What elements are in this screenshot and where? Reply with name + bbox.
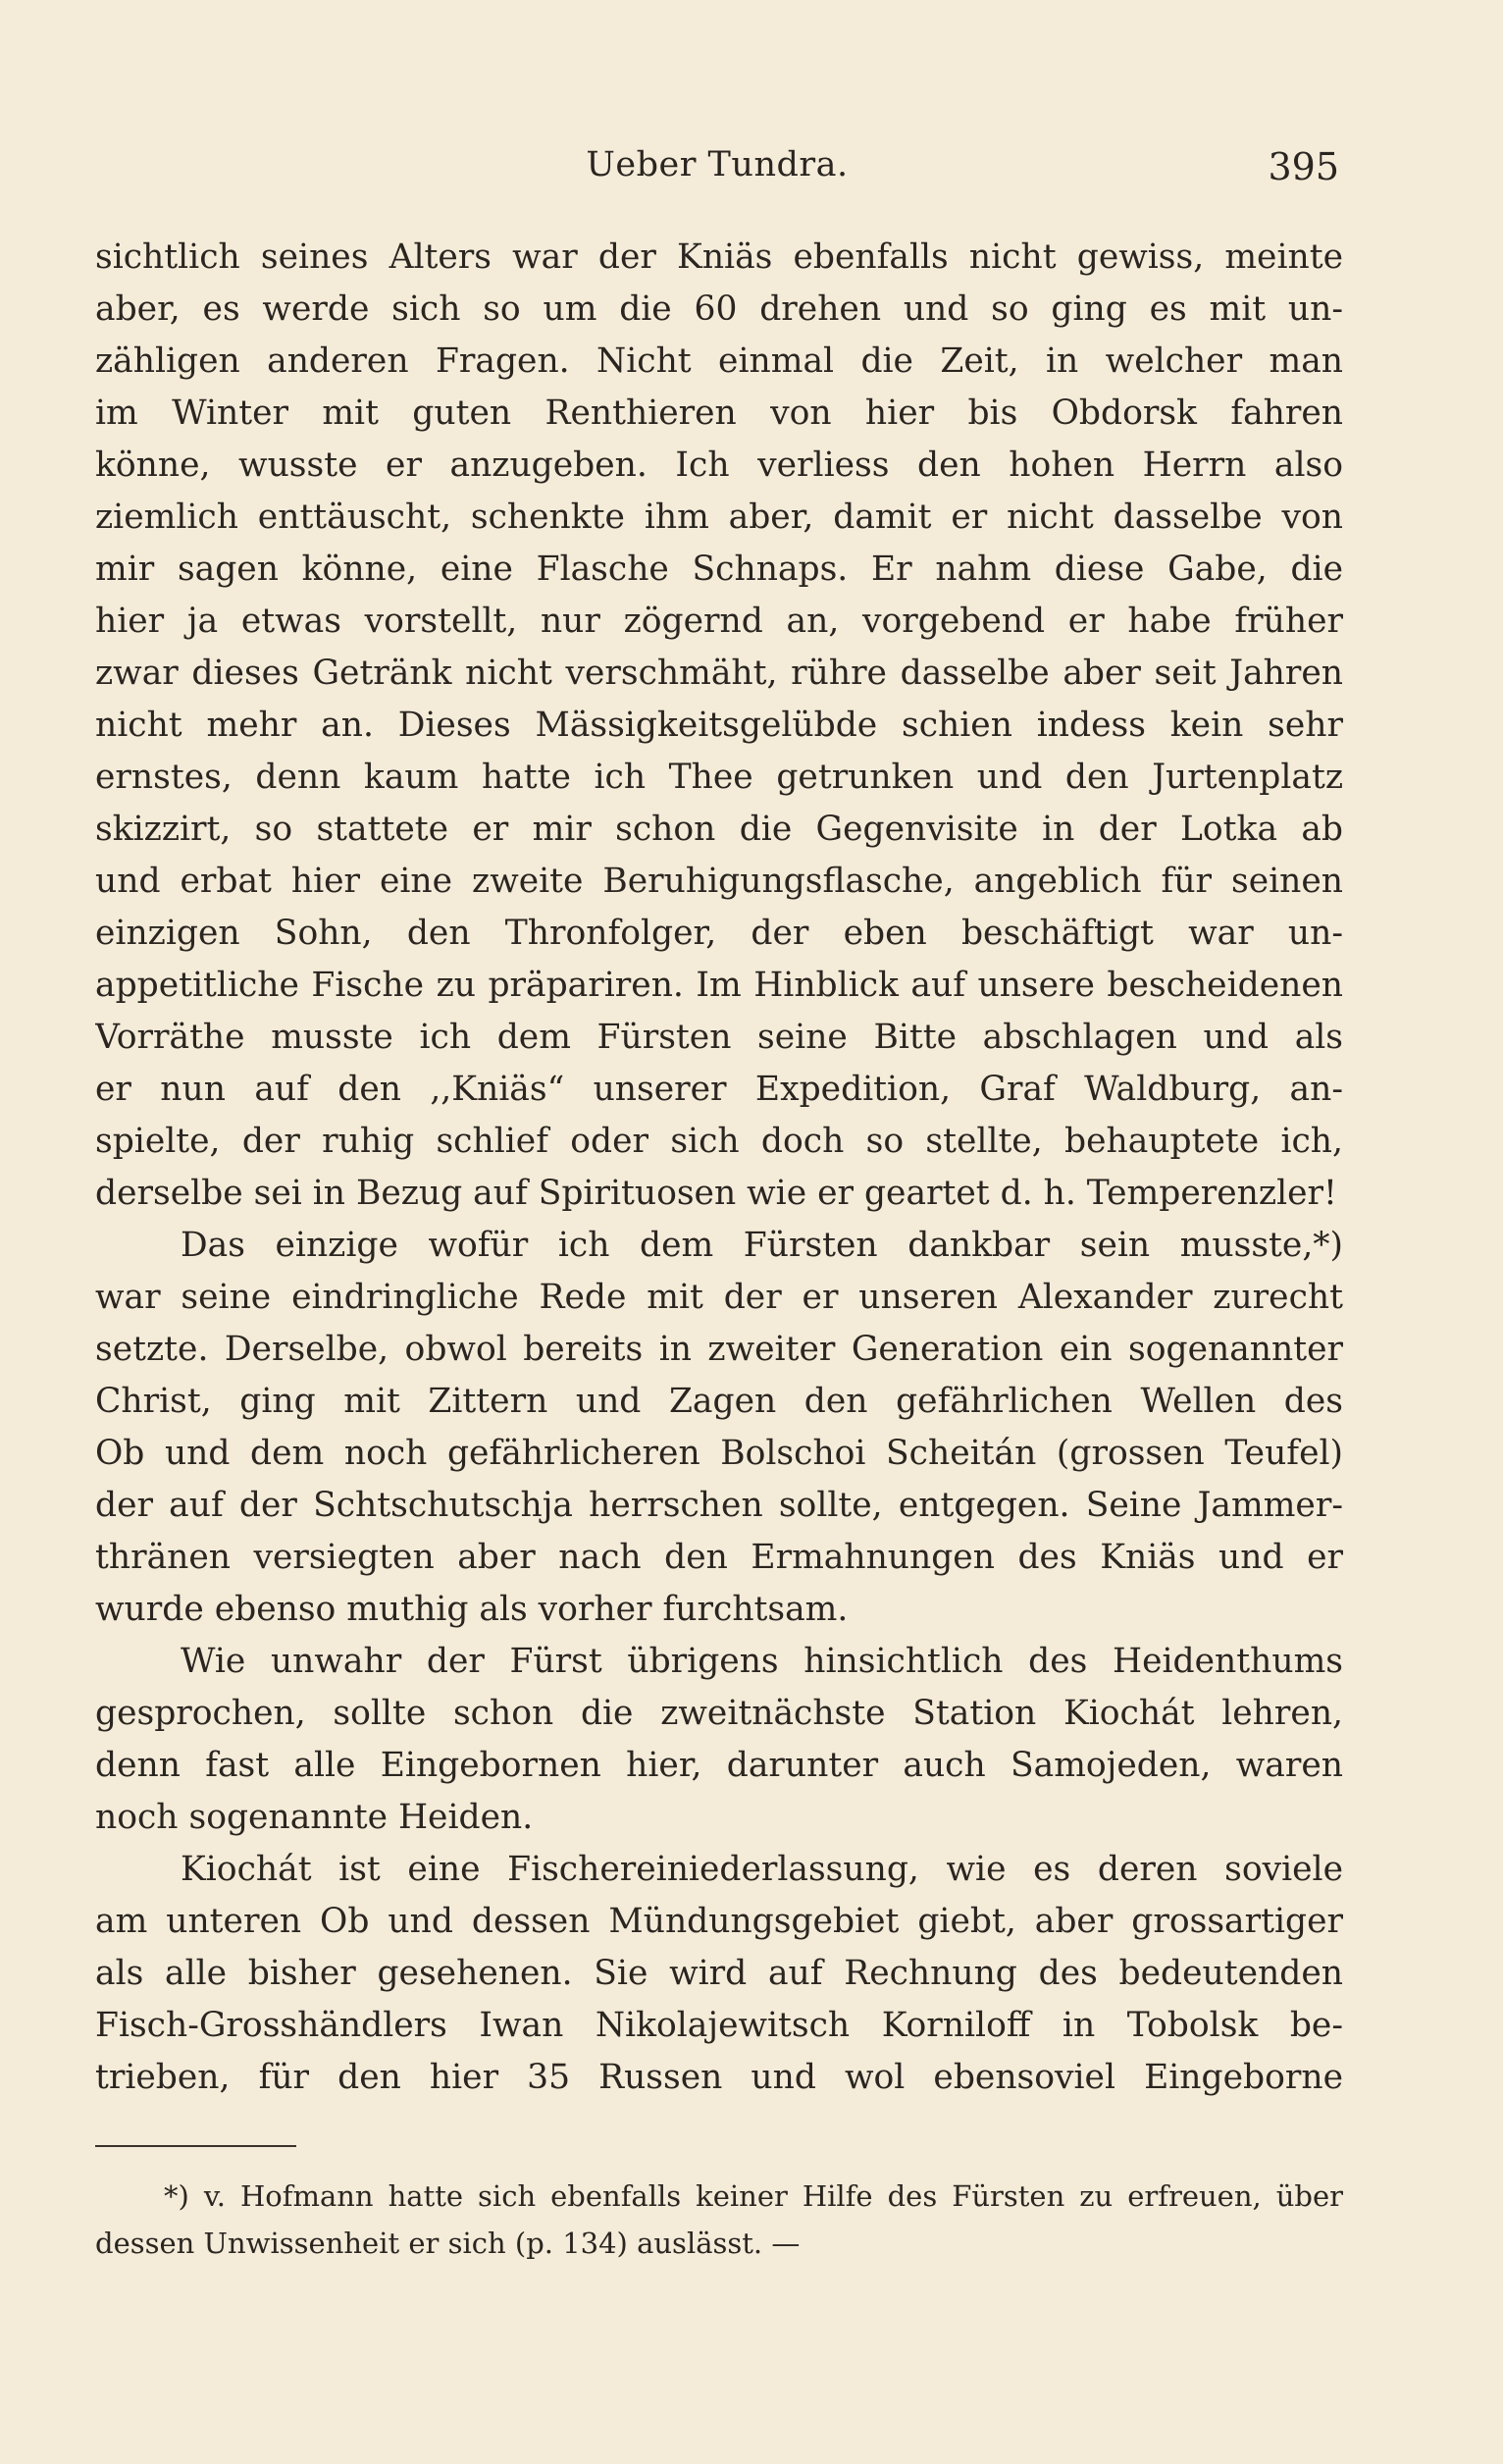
- text-line: denn fast alle Eingebornen hier, darunter auch Samojeden, waren: [95, 1746, 1343, 1785]
- footnote-line: dessen Unwissenheit er sich (p. 134) auslässt. —: [95, 2227, 801, 2260]
- text-line: war seine eindringliche Rede mit der er unseren Alexander zurecht: [95, 1278, 1343, 1317]
- text-line: setzte. Derselbe, obwol bereits in zweiter Generation ein sogenannter: [95, 1330, 1343, 1369]
- text-line: hier ja etwas vorstellt, nur zögernd an, vorgebend er habe früher: [95, 602, 1343, 641]
- text-line: derselbe sei in Bezug auf Spirituosen wie er geartet d. h. Temperenzler!: [95, 1174, 1337, 1213]
- text-line: im Winter mit guten Renthieren von hier bis Obdorsk fahren: [95, 393, 1343, 433]
- text-line: mir sagen könne, eine Flasche Schnaps. Er nahm diese Gabe, die: [95, 550, 1343, 589]
- text-line: ziemlich enttäuscht, schenkte ihm aber, damit er nicht dasselbe von: [95, 498, 1343, 537]
- page-number: 395: [1268, 145, 1339, 188]
- text-line: zähligen anderen Fragen. Nicht einmal die Zeit, in welcher man: [95, 341, 1343, 381]
- text-line: Vorräthe musste ich dem Fürsten seine Bitte abschlagen und als: [95, 1018, 1343, 1057]
- text-line: Fisch-Grosshändlers Iwan Nikolajewitsch Korniloff in Tobolsk be-: [95, 2006, 1343, 2045]
- footnote: [95, 2173, 1343, 2267]
- body-text: [95, 232, 1343, 2104]
- text-line: appetitliche Fische zu präpariren. Im Hinblick auf unsere bescheidenen: [95, 966, 1343, 1005]
- footnote-divider: [95, 2145, 296, 2147]
- text-line: und erbat hier eine zweite Beruhigungsflasche, angeblich für seinen: [95, 862, 1343, 901]
- text-line: am unteren Ob und dessen Mündungsgebiet giebt, aber grossartiger: [95, 1902, 1343, 1941]
- text-line: thränen versiegten aber nach den Ermahnungen des Kniäs und er: [95, 1538, 1343, 1577]
- page-header: [95, 145, 1339, 194]
- running-title: Ueber Tundra.: [586, 145, 849, 184]
- text-line: Wie unwahr der Fürst übrigens hinsichtlich des Heidenthums: [181, 1642, 1343, 1681]
- text-line: nicht mehr an. Dieses Mässigkeitsgelübde schien indess kein sehr: [95, 706, 1343, 745]
- text-line: einzigen Sohn, den Thronfolger, der eben beschäftigt war un-: [95, 914, 1343, 953]
- text-line: als alle bisher gesehenen. Sie wird auf Rechnung des bedeutenden: [95, 1954, 1343, 1993]
- text-line: könne, wusste er anzugeben. Ich verliess den hohen Herrn also: [95, 446, 1343, 485]
- text-line: skizzirt, so stattete er mir schon die Gegenvisite in der Lotka ab: [95, 810, 1343, 849]
- text-line: er nun auf den ,,Kniäs“ unserer Expedition, Graf Waldburg, an-: [95, 1070, 1343, 1109]
- text-line: Kiochát ist eine Fischereiniederlassung, wie es deren soviele: [181, 1850, 1343, 1889]
- text-line: zwar dieses Getränk nicht verschmäht, rühre dasselbe aber seit Jahren: [95, 654, 1343, 693]
- text-line: trieben, für den hier 35 Russen und wol ebensoviel Eingeborne: [95, 2058, 1343, 2097]
- text-line: Ob und dem noch gefährlicheren Bolschoi Scheitán (grossen Teufel): [95, 1434, 1343, 1473]
- text-line: spielte, der ruhig schlief oder sich doch so stellte, behauptete ich,: [95, 1122, 1343, 1161]
- text-line: sichtlich seines Alters war der Kniäs ebenfalls nicht gewiss, meinte: [95, 237, 1343, 277]
- footnote-line: *) v. Hofmann hatte sich ebenfalls keiner Hilfe des Fürsten zu erfreuen, über: [164, 2179, 1343, 2213]
- text-line: wurde ebenso muthig als vorher furchtsam.: [95, 1590, 849, 1629]
- text-line: Christ, ging mit Zittern und Zagen den gefährlichen Wellen des: [95, 1382, 1343, 1421]
- text-line: Das einzige wofür ich dem Fürsten dankbar sein musste,*): [181, 1226, 1343, 1265]
- text-line: aber, es werde sich so um die 60 drehen und so ging es mit un-: [95, 289, 1343, 329]
- text-line: ernstes, denn kaum hatte ich Thee getrunken und den Jurtenplatz: [95, 758, 1343, 797]
- text-line: gesprochen, sollte schon die zweitnächste Station Kiochát lehren,: [95, 1694, 1343, 1733]
- text-line: noch sogenannte Heiden.: [95, 1798, 534, 1837]
- text-line: der auf der Schtschutschja herrschen sollte, entgegen. Seine Jammer-: [95, 1486, 1343, 1525]
